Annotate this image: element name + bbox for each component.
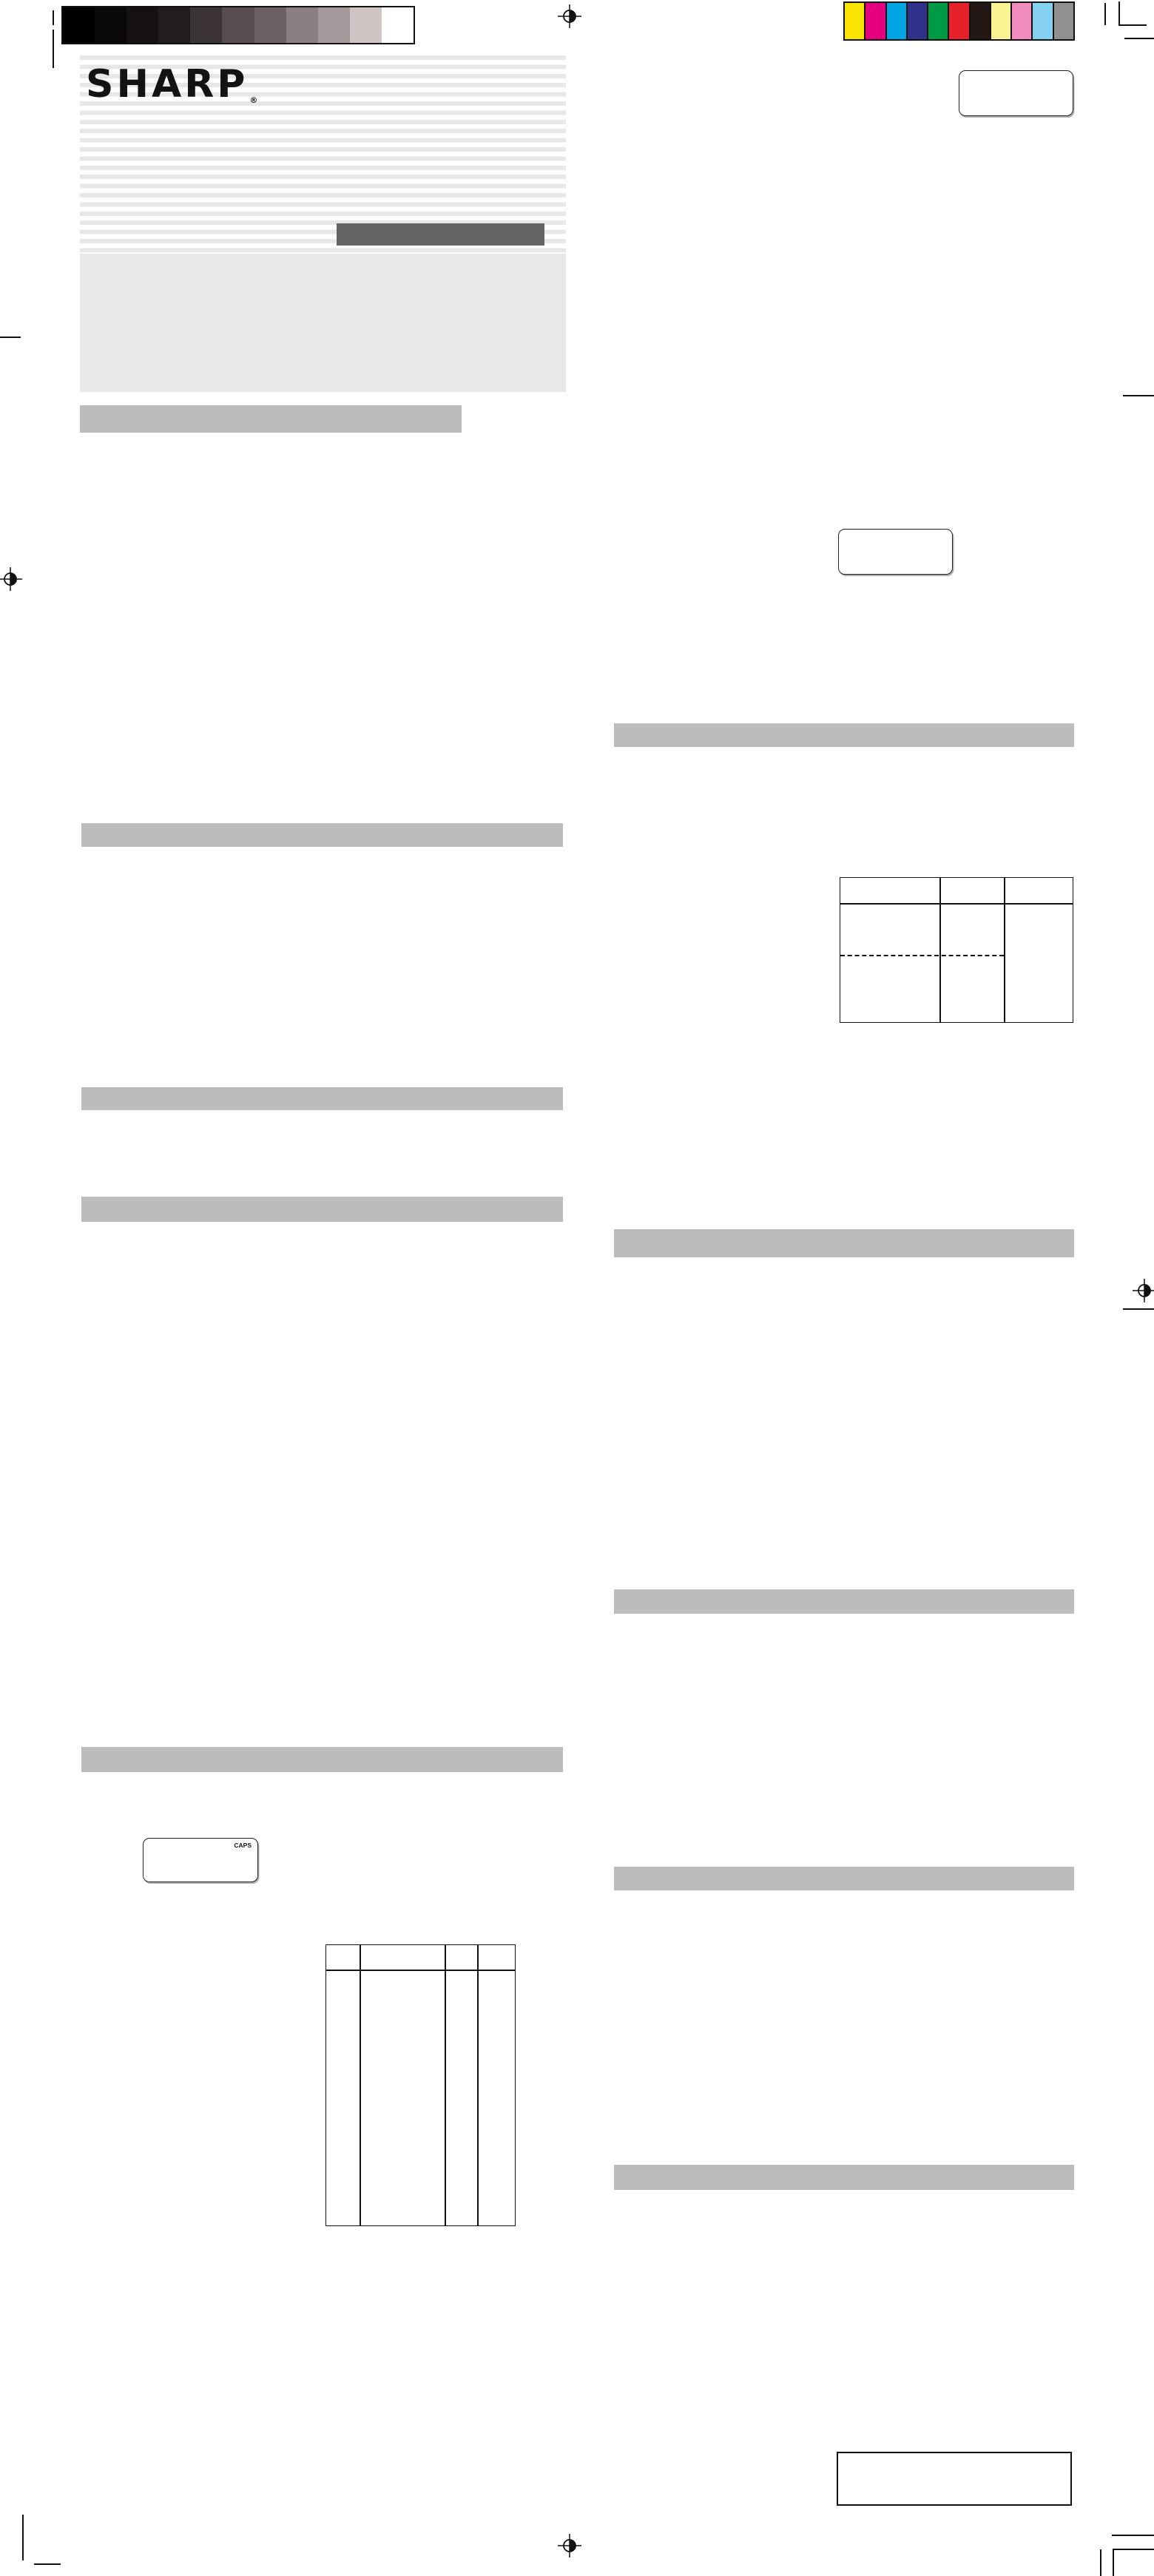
color-swatch: [1012, 3, 1031, 39]
color-swatch: [845, 3, 864, 39]
grayscale-swatch: [350, 7, 382, 43]
section-header-bar: [81, 1747, 563, 1772]
section-header-bar: [81, 1087, 563, 1110]
table-column-rule: [445, 1945, 446, 2225]
crop-mark: [1123, 1308, 1154, 1310]
section-header-bar: [81, 1197, 563, 1222]
grayscale-calibration-bar: [61, 6, 415, 44]
registered-mark-icon: ®: [249, 95, 258, 105]
section-header-bar: [614, 1867, 1074, 1890]
intro-section-bar: [80, 405, 462, 433]
table-column-rule: [939, 878, 941, 1022]
table-column-rule: [477, 1945, 479, 2225]
color-calibration-bar: [843, 1, 1075, 41]
empty-table: [325, 1944, 516, 2226]
color-swatch: [1033, 3, 1052, 39]
crop-mark: [1104, 3, 1106, 25]
crop-mark: [22, 2515, 24, 2560]
note-box: [837, 2452, 1072, 2506]
grayscale-swatch: [190, 7, 222, 43]
empty-table: [840, 877, 1073, 1023]
crop-mark: [1118, 1, 1120, 25]
registration-target-icon: [0, 567, 22, 591]
crop-mark: [1113, 2549, 1114, 2576]
grayscale-swatch: [222, 7, 254, 43]
table-header-rule: [840, 903, 1073, 905]
color-swatch: [1054, 3, 1073, 39]
grayscale-swatch: [95, 7, 126, 43]
display-screen: [959, 70, 1073, 116]
crop-mark: [53, 30, 54, 68]
crop-mark: [53, 10, 54, 25]
crop-mark: [34, 2563, 61, 2565]
section-header-bar: [81, 823, 563, 847]
color-swatch: [949, 3, 968, 39]
section-header-bar: [614, 723, 1074, 747]
grayscale-swatch: [63, 7, 95, 43]
grayscale-swatch: [382, 7, 414, 43]
color-swatch: [908, 3, 927, 39]
table-dashed-rule: [840, 955, 1004, 956]
crop-mark: [1112, 2535, 1154, 2536]
color-swatch: [887, 3, 906, 39]
table-header-rule: [326, 1970, 515, 1971]
registration-target-icon: [558, 4, 581, 28]
table-column-rule: [360, 1945, 361, 2225]
grayscale-swatch: [286, 7, 318, 43]
sharp-logo: [86, 62, 257, 107]
crop-mark: [0, 337, 21, 338]
masthead-light-block: [80, 254, 566, 392]
display-screen: [838, 529, 953, 575]
section-header-bar: [614, 2165, 1074, 2190]
color-swatch: [991, 3, 1010, 39]
grayscale-swatch: [126, 7, 158, 43]
crop-mark: [1123, 395, 1154, 396]
crop-mark: [1113, 2549, 1154, 2550]
masthead-title-bar: [337, 223, 544, 246]
table-column-rule: [1004, 878, 1005, 1022]
display-screen: CAPS: [143, 1838, 258, 1882]
section-header-bar: [614, 1229, 1074, 1257]
registration-target-icon: [558, 2534, 581, 2558]
color-swatch: [928, 3, 948, 39]
section-header-bar: [614, 1589, 1074, 1614]
crop-mark: [1100, 2549, 1101, 2576]
crop-mark: [1124, 38, 1154, 39]
grayscale-swatch: [318, 7, 350, 43]
crop-mark: [1118, 24, 1147, 26]
color-swatch: [971, 3, 990, 39]
grayscale-swatch: [158, 7, 190, 43]
sharp-logo-text: SHARP: [86, 62, 249, 107]
grayscale-swatch: [254, 7, 286, 43]
color-swatch: [866, 3, 885, 39]
registration-target-icon: [1133, 1279, 1154, 1302]
